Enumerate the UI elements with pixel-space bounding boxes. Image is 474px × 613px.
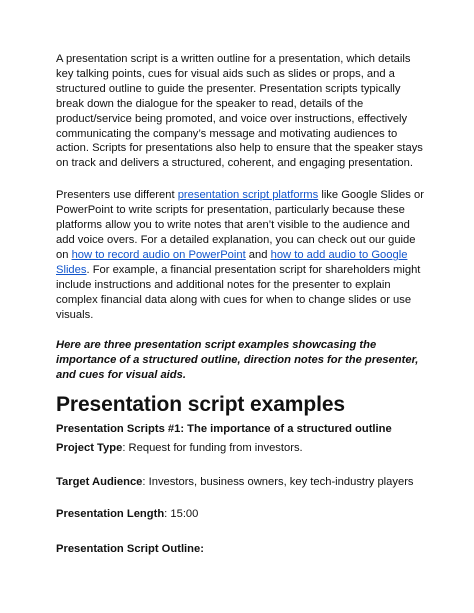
paragraph-text: and — [245, 248, 271, 261]
script-outline-field — [56, 542, 426, 558]
platforms-paragraph — [56, 188, 426, 322]
target-audience-label: Target Audience — [56, 475, 143, 488]
paragraph-text: like Google Slides or PowerPoint to write scripts for presentation, particularly because these platforms allow you to write notes that aren’t visible to the audience and add voice overs. For a detailed explanation, you can check out our guide on — [56, 189, 424, 261]
intro-paragraph: A presentation script is a written outline for a presentation, which details key talking points, cues for visual aids such as slides or props, and a structured outline to guide the presenter. Presentation scripts typically break down the dialogue for the speaker to read, details of the product/service being promoted, and voice over instructions, effectively communicating the company’s message and motivating audiences to action. Scripts for presentations also help to ensure that the speaker stays on track and delivers a structured, coherent, and engaging presentation. — [56, 53, 423, 170]
target-audience-value: : Investors, business owners, key tech-industry players — [142, 475, 414, 488]
paragraph-text: Presenters use different — [56, 189, 178, 202]
target-audience-field — [56, 475, 426, 491]
presentation-length-value: : 15:00 — [164, 508, 199, 521]
presentation-script-platforms-link[interactable]: presentation script platforms — [177, 189, 319, 202]
paragraph-text: . For example, a financial presentation script for shareholders might include instructions and additional notes for the presenter to explain complex financial data along with cues for when to change slides or use visuals. — [56, 263, 421, 321]
examples-intro-paragraph: Here are three presentation script examples showcasing the importance of a structured outline, direction notes for the presenter, and cues for visual aids. — [56, 339, 419, 382]
script-subheading: Presentation Scripts #1: The importance of a structured outline — [56, 423, 392, 436]
script-outline-label: Presentation Script Outline: — [56, 542, 204, 555]
project-type-value: : Request for funding from investors. — [122, 442, 303, 455]
section-heading: Presentation script examples — [56, 393, 345, 417]
project-type-label: Project Type — [56, 442, 123, 455]
presentation-length-label: Presentation Length — [56, 508, 165, 521]
record-audio-powerpoint-link[interactable]: how to record audio on PowerPoint — [71, 248, 246, 261]
add-audio-google-slides-link[interactable]: how to add audio to Google Slides — [56, 248, 408, 276]
document-page — [56, 52, 426, 558]
project-type-field — [56, 441, 426, 457]
presentation-length-field — [56, 507, 426, 523]
